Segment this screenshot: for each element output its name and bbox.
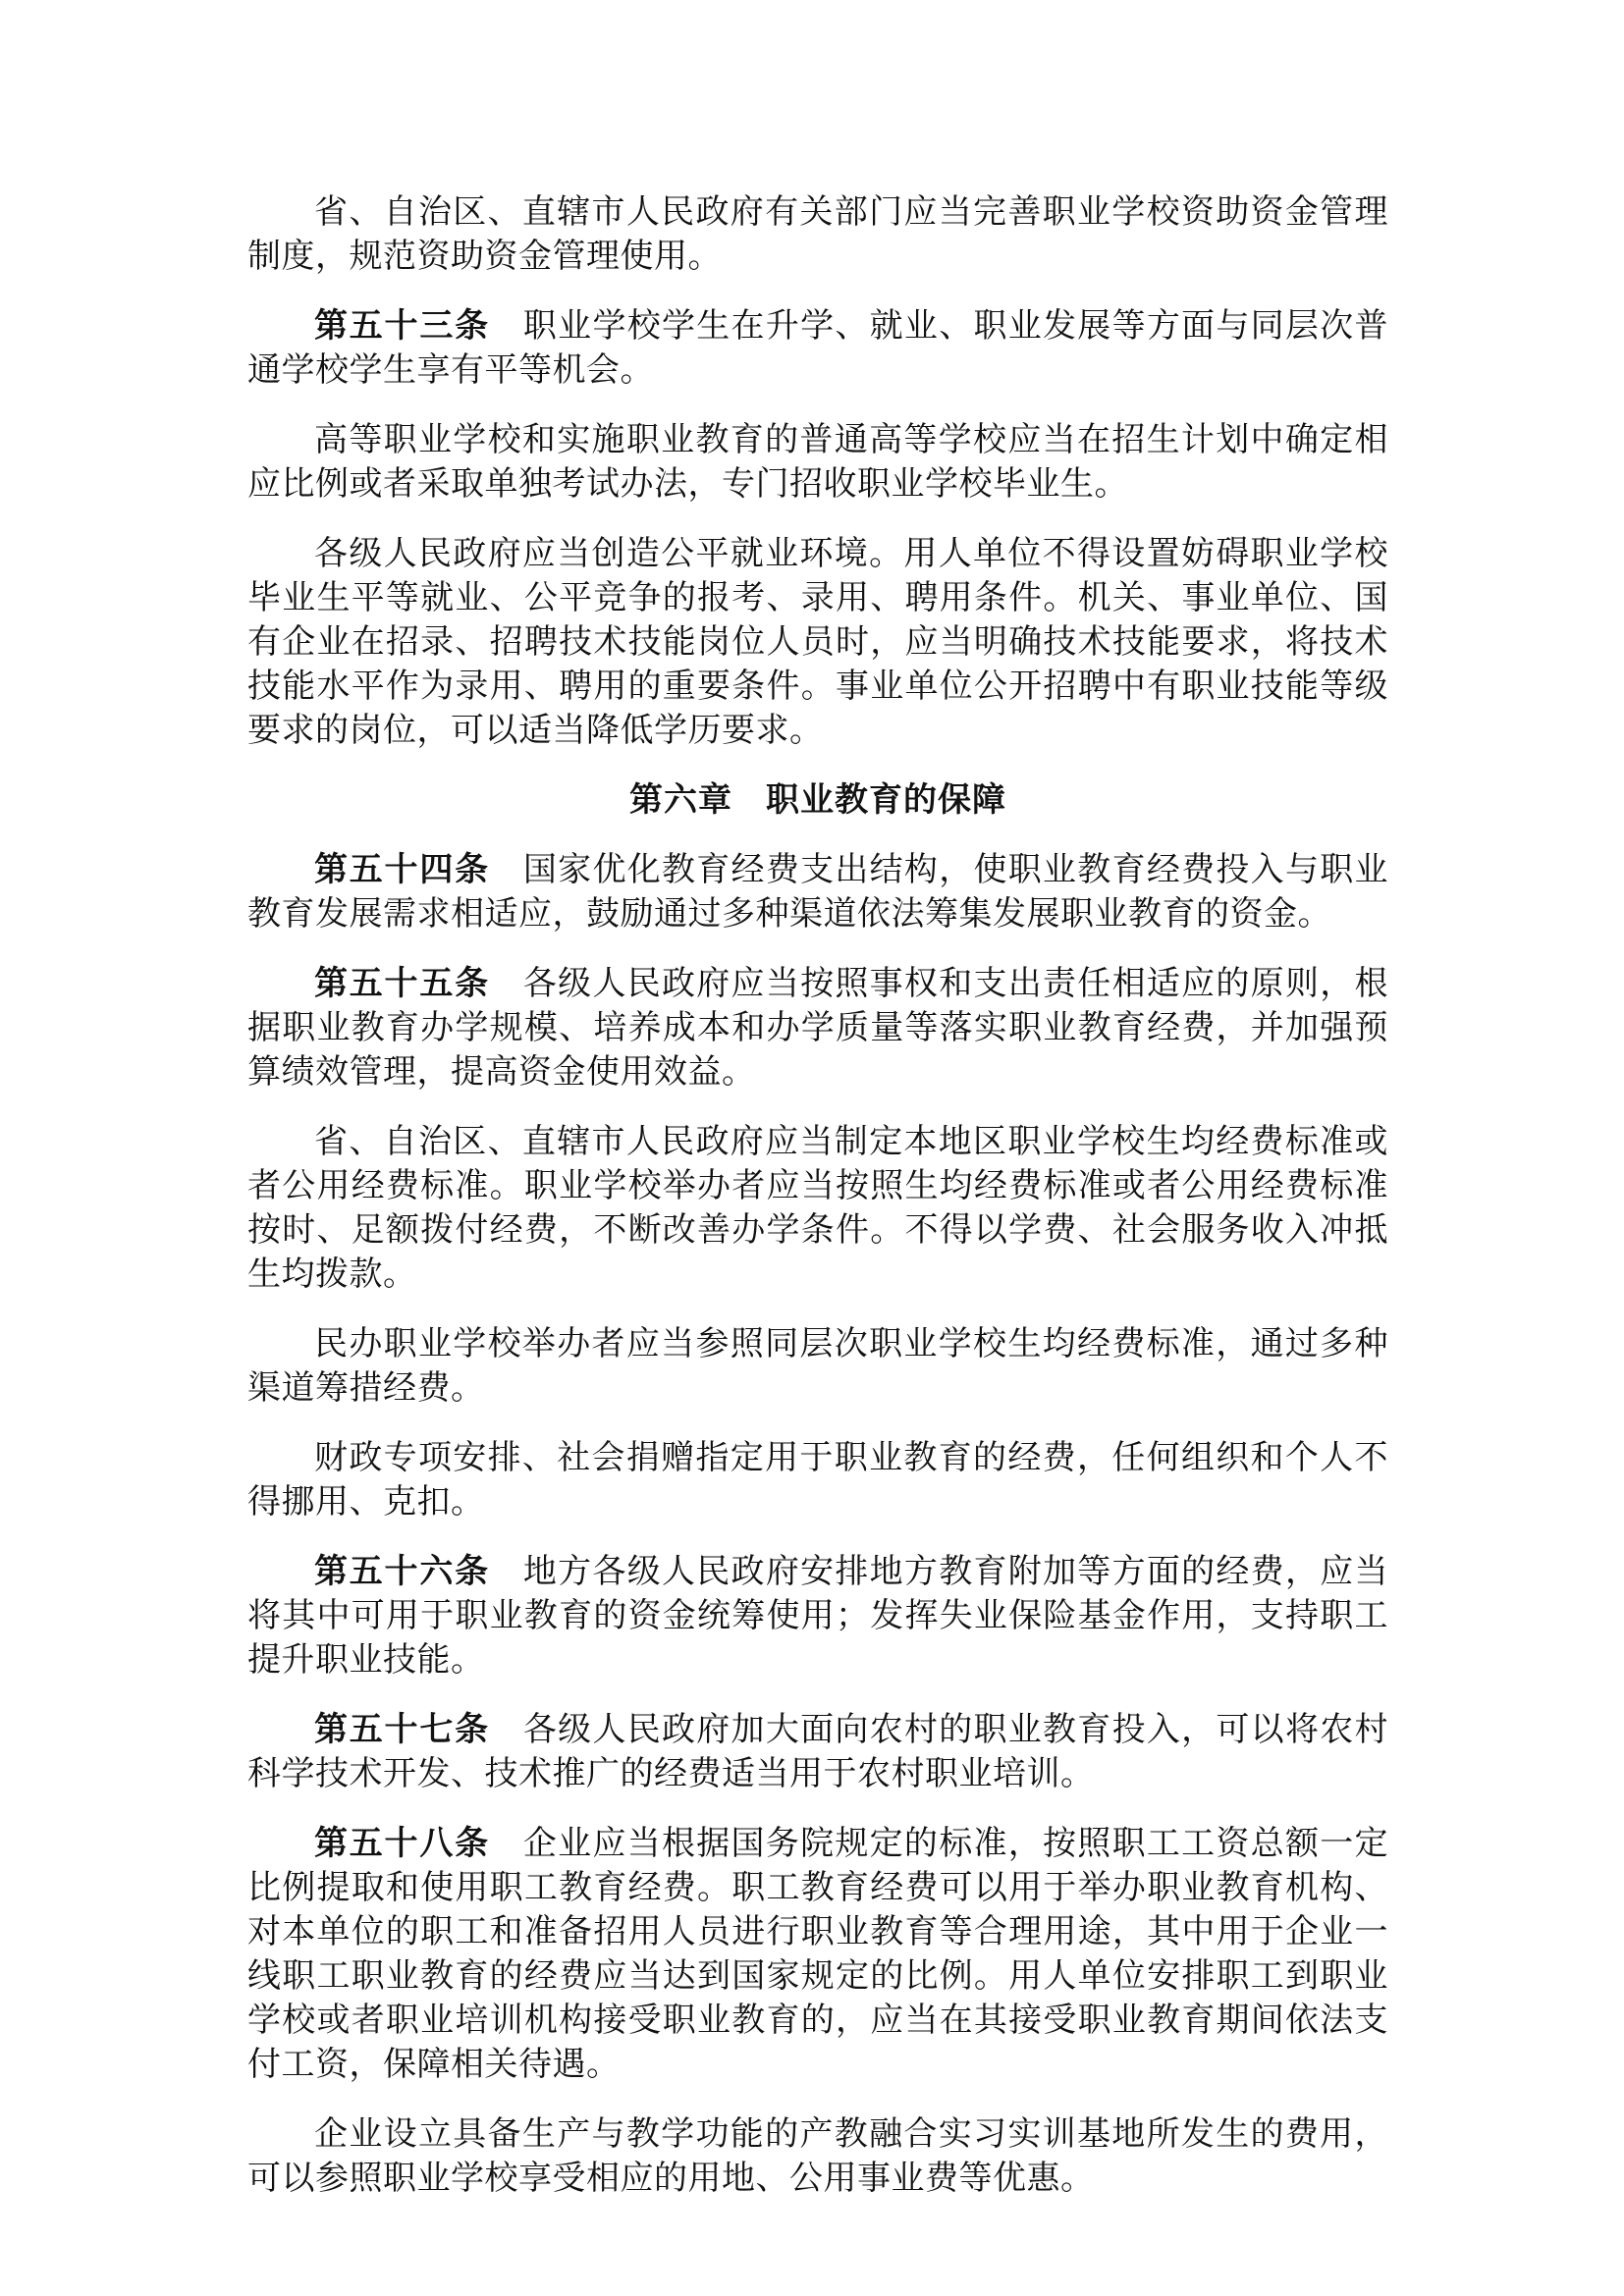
- article-number: 第五十七条: [314, 1710, 490, 1749]
- paragraph-text: 企业应当根据国务院规定的标准，按照职工工资总额一定比例提取和使用职工教育经费。职工教育经费可以用于举办职业教育机构、对本单位的职工和准备招用人员进行职业教育等合理用途，其中用于企业一线职工职业教育的经费应当达到国家规定的比例。用人单位安排职工到职业学校或者职业培训机构接受职业教育的，应当在其接受职业教育期间依法支付工资，保障相关待遇。: [247, 1824, 1389, 2084]
- paragraph-text: 高等职业学校和实施职业教育的普通高等学校应当在招生计划中确定相应比例或者采取单独考试办法，专门招收职业学校毕业生。: [247, 420, 1388, 504]
- paragraph: [247, 1436, 1388, 1524]
- paragraph-text: 各级人民政府应当按照事权和支出责任相适应的原则，根据职业教育办学规模、培养成本和办学质量等落实职业教育经费，并加强预算绩效管理，提高资金使用效益。: [247, 964, 1389, 1092]
- article-number: 第五十六条: [314, 1552, 490, 1591]
- chapter-number: 第六章: [629, 780, 732, 820]
- paragraph-text: 民办职业学校举办者应当参照同层次职业学校生均经费标准，通过多种渠道筹措经费。: [247, 1324, 1388, 1408]
- article-53: [247, 304, 1388, 393]
- article-55: [247, 962, 1388, 1095]
- paragraph: [247, 2112, 1388, 2201]
- article-number: 第五十四条: [314, 850, 490, 889]
- paragraph: [247, 418, 1388, 507]
- article-57: [247, 1708, 1388, 1796]
- chapter-heading: [247, 778, 1388, 823]
- paragraph-text: 各级人民政府加大面向农村的职业教育投入，可以将农村科学技术开发、技术推广的经费适当用于农村职业培训。: [247, 1710, 1389, 1793]
- paragraph: [247, 1120, 1388, 1297]
- paragraph-text: 企业设立具备生产与教学功能的产教融合实习实训基地所发生的费用，可以参照职业学校享受相应的用地、公用事业费等优惠。: [247, 2114, 1388, 2198]
- article-54: [247, 848, 1388, 936]
- article-number: 第五十五条: [314, 964, 490, 1003]
- paragraph-text: 省、自治区、直辖市人民政府应当制定本地区职业学校生均经费标准或者公用经费标准。职业学校举办者应当按照生均经费标准或者公用经费标准按时、足额拨付经费，不断改善办学条件。不得以学费、社会服务收入冲抵生均拨款。: [247, 1122, 1388, 1294]
- paragraph-text: 职业学校学生在升学、就业、职业发展等方面与同层次普通学校学生享有平等机会。: [247, 306, 1389, 390]
- document-page: [247, 190, 1388, 2226]
- paragraph: [247, 1322, 1388, 1411]
- paragraph-text: 地方各级人民政府安排地方教育附加等方面的经费，应当将其中可用于职业教育的资金统筹使用；发挥失业保险基金作用，支持职工提升职业技能。: [247, 1552, 1389, 1680]
- article-number: 第五十八条: [314, 1824, 490, 1863]
- chapter-title: 职业教育的保障: [766, 780, 1006, 820]
- paragraph-text: 国家优化教育经费支出结构，使职业教育经费投入与职业教育发展需求相适应，鼓励通过多种渠道依法筹集发展职业教育的资金。: [247, 850, 1389, 934]
- paragraph-text: 财政专项安排、社会捐赠指定用于职业教育的经费，任何组织和个人不得挪用、克扣。: [247, 1438, 1388, 1522]
- paragraph-text: 各级人民政府应当创造公平就业环境。用人单位不得设置妨碍职业学校毕业生平等就业、公平竞争的报考、录用、聘用条件。机关、事业单位、国有企业在招录、招聘技术技能岗位人员时，应当明确技术技能要求，将技术技能水平作为录用、聘用的重要条件。事业单位公开招聘中有职业技能等级要求的岗位，可以适当降低学历要求。: [247, 534, 1388, 750]
- paragraph: [247, 190, 1388, 279]
- paragraph-text: 省、自治区、直辖市人民政府有关部门应当完善职业学校资助资金管理制度，规范资助资金管理使用。: [247, 192, 1388, 276]
- paragraph: [247, 532, 1388, 753]
- article-56: [247, 1550, 1388, 1682]
- article-58: [247, 1822, 1388, 2087]
- article-number: 第五十三条: [314, 306, 490, 346]
